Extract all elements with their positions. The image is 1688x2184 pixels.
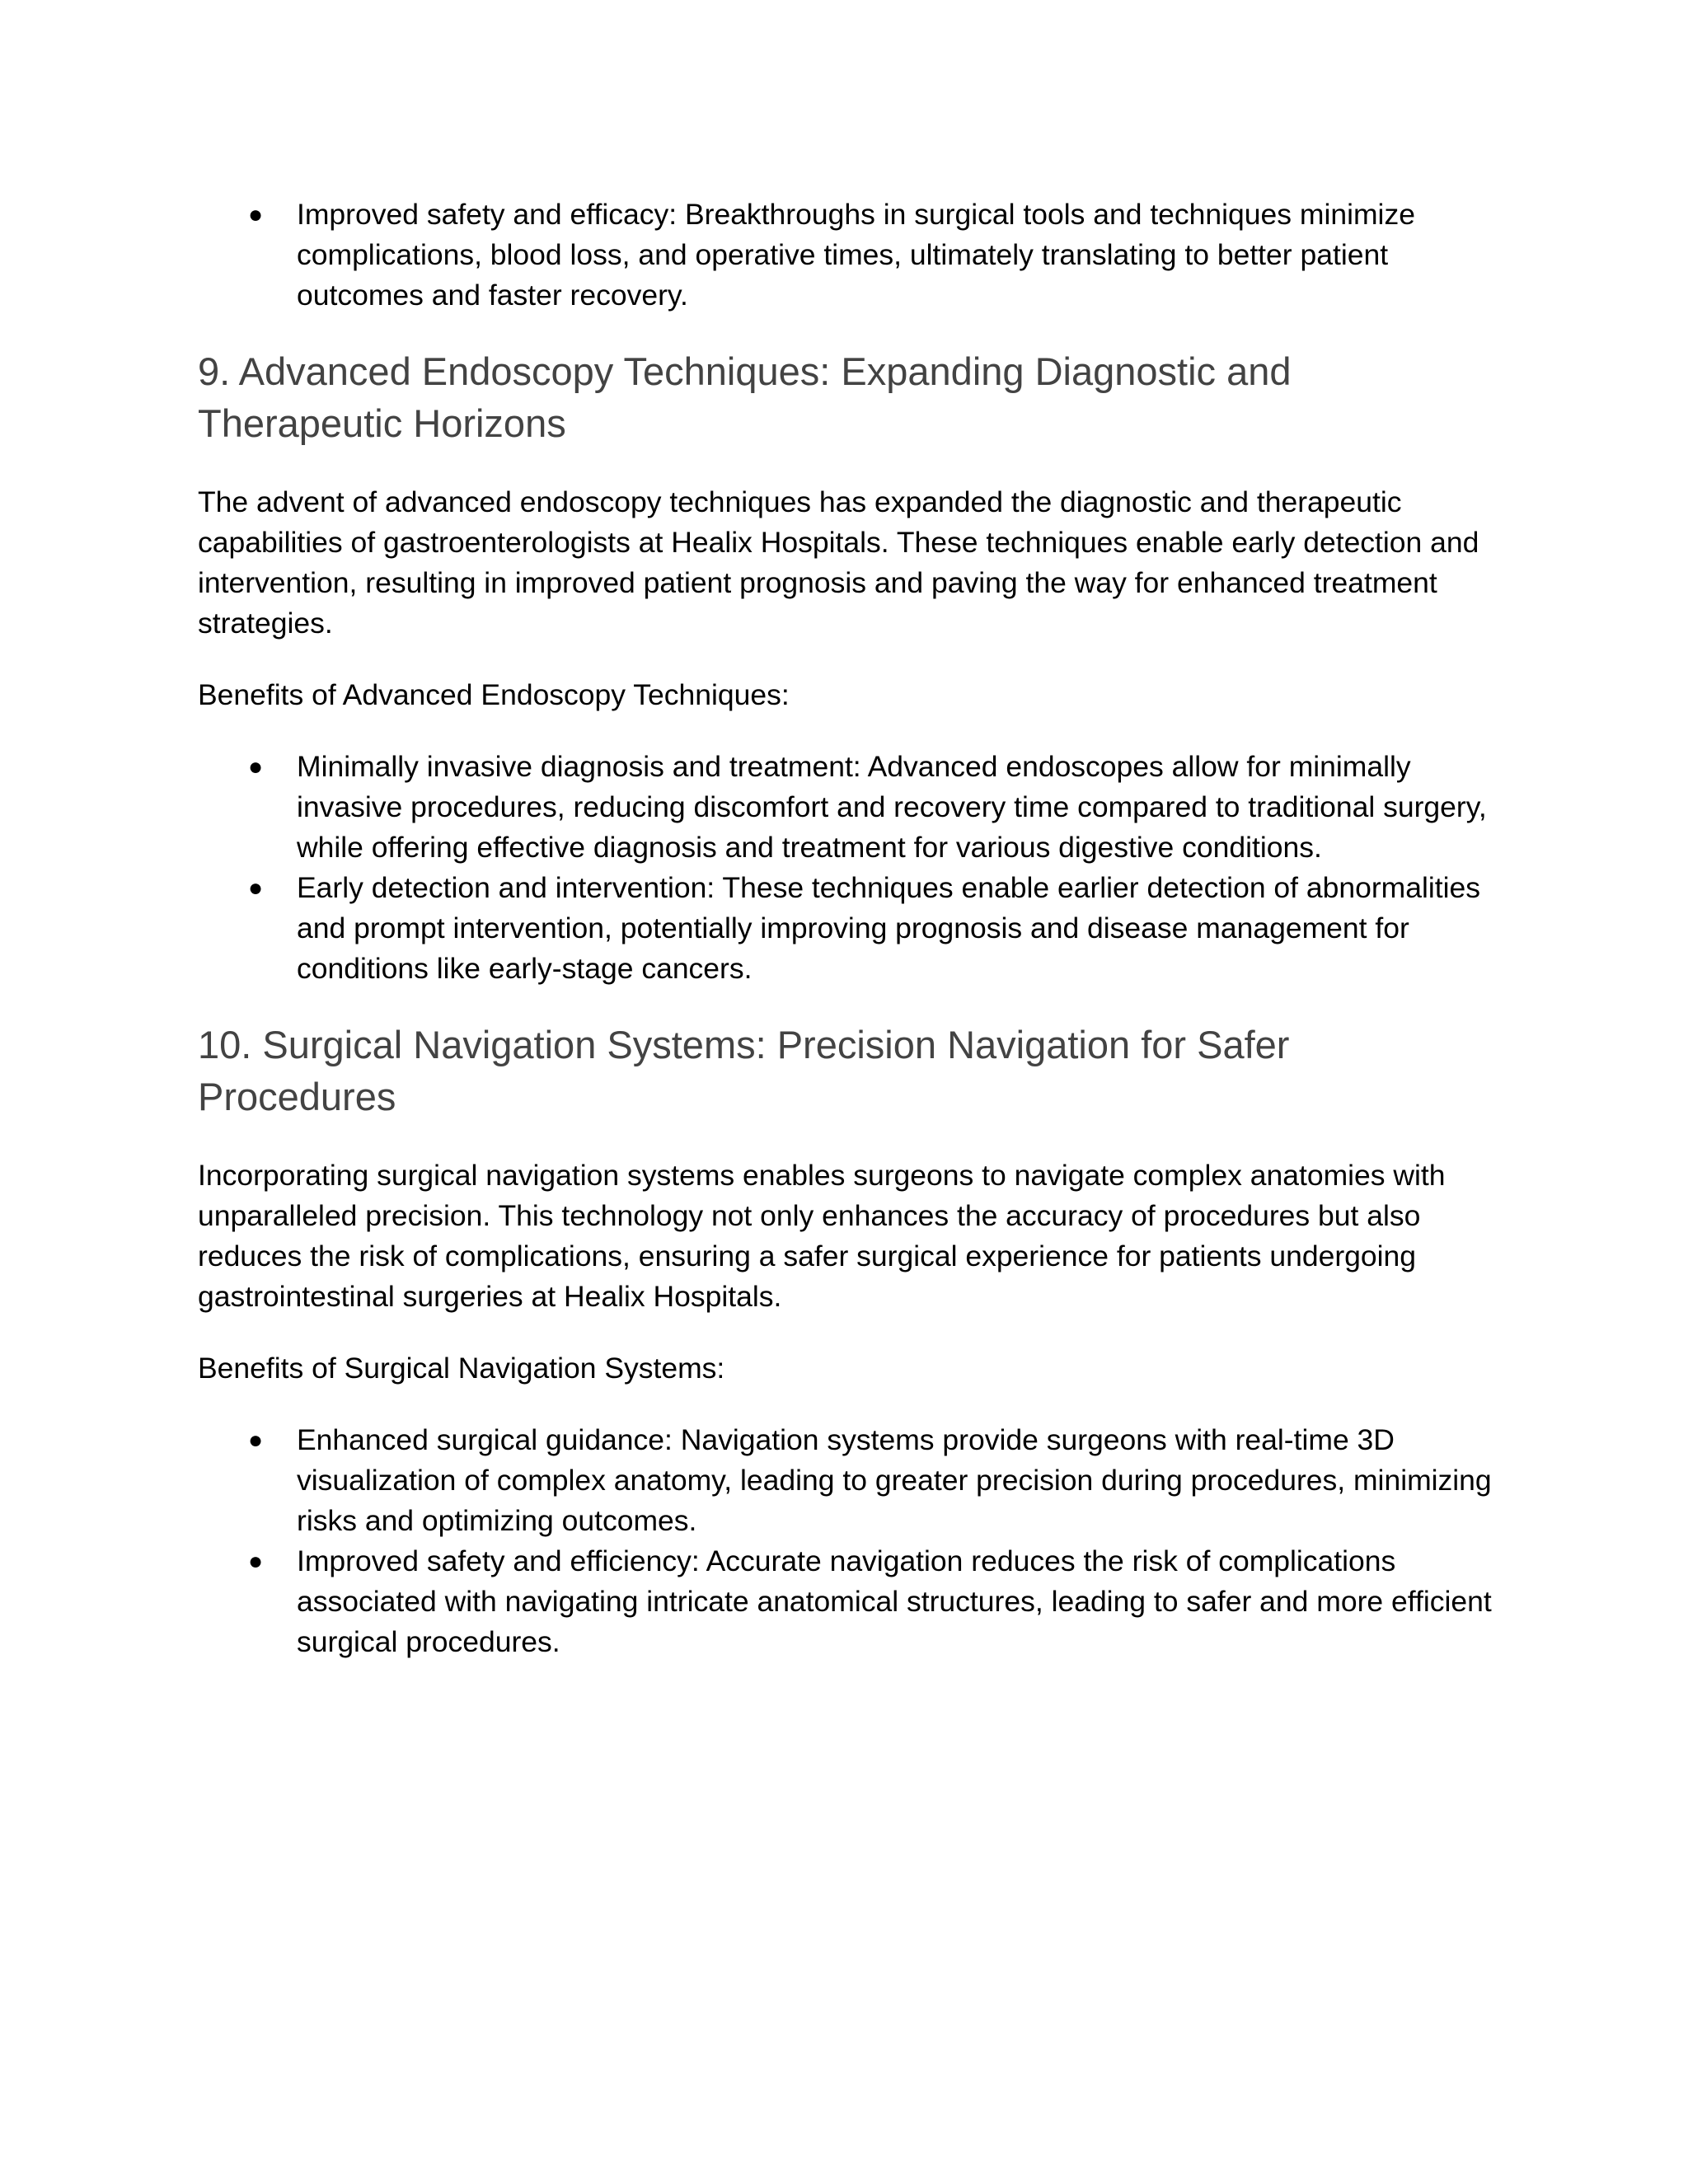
bullet-icon: ● <box>248 1427 264 1454</box>
section10-benefits-title: Benefits of Surgical Navigation Systems: <box>198 1352 725 1385</box>
bullet-icon: ● <box>248 874 264 902</box>
section10-heading: 10. Surgical Navigation Systems: Precision Navigation for Safer Procedures <box>198 1023 1290 1118</box>
section8-bullet-list <box>198 194 1492 316</box>
bullet-text: Improved safety and efficacy: Breakthroughs in surgical tools and techniques minimize complications, blood loss, and operative times, ultimately translating to better patient outcomes and faster recovery. <box>297 198 1415 312</box>
bullet-item <box>198 868 1492 989</box>
section9-paragraph: The advent of advanced endoscopy techniques has expanded the diagnostic and therapeutic capabilities of gastroenterologists at Healix Hospitals. These techniques enable early detection and intervention, resulting in improved patient prognosis and paving the way for enhanced treatment strategies. <box>198 485 1479 640</box>
section9-bullet-list <box>198 747 1492 989</box>
bullet-text: Enhanced surgical guidance: Navigation systems provide surgeons with real-time 3D visualization of complex anatomy, leading to greater precision during procedures, minimizing risks and optimizing outcomes. <box>297 1423 1492 1537</box>
bullet-text: Early detection and intervention: These techniques enable earlier detection of abnormalities and prompt intervention, potentially improving prognosis and disease management for conditions like early-stage cancers. <box>297 871 1481 985</box>
section10-paragraph: Incorporating surgical navigation systems enables surgeons to navigate complex anatomies with unparalleled precision. This technology not only enhances the accuracy of procedures but also reduces the risk of complications, ensuring a safer surgical experience for patients undergoing gastrointestinal surgeries at Healix Hospitals. <box>198 1159 1446 1313</box>
section9-heading: 9. Advanced Endoscopy Techniques: Expanding Diagnostic and Therapeutic Horizons <box>198 349 1292 445</box>
bullet-text: Minimally invasive diagnosis and treatment: Advanced endoscopes allow for minimally invasive procedures, reducing discomfort and recovery time compared to traditional surgery, while offering effective diagnosis and treatment for various digestive conditions. <box>297 750 1487 864</box>
section10-bullet-list <box>198 1420 1492 1662</box>
section9-benefits-title: Benefits of Advanced Endoscopy Techniques: <box>198 678 790 711</box>
bullet-item <box>198 194 1492 316</box>
bullet-icon: ● <box>248 753 264 780</box>
bullet-item <box>198 1541 1492 1662</box>
bullet-icon: ● <box>248 1548 264 1575</box>
bullet-text: Improved safety and efficiency: Accurate navigation reduces the risk of complications associated with navigating intricate anatomical structures, leading to safer and more efficient surgical procedures. <box>297 1544 1492 1658</box>
document-page <box>198 194 1492 1692</box>
bullet-item <box>198 747 1492 868</box>
bullet-item <box>198 1420 1492 1541</box>
bullet-icon: ● <box>248 201 264 228</box>
